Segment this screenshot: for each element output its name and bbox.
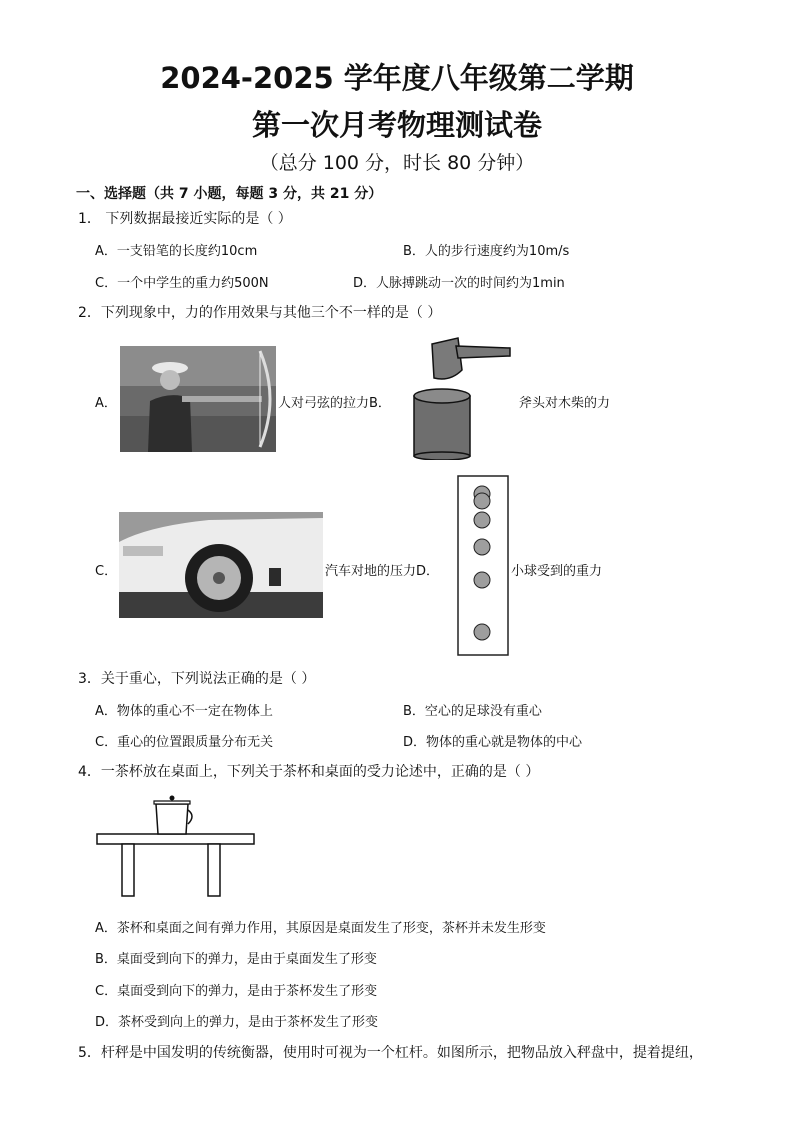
exam-title-line1: 2024-2025 学年度八年级第二学期 [160,61,634,95]
car-photo [119,512,323,618]
exam-subtitle: （总分 100 分，时长 80 分钟） [259,152,535,174]
question-4-option-d: D．茶杯受到向上的弹力，是由于茶杯发生了形变 [95,1015,379,1030]
question-2-option-c-text: 汽车对地的压力D． [325,564,440,579]
question-3-option-c: C．重心的位置跟质量分布无关 [95,735,274,750]
question-1-option-c: C．一个中学生的重力约500N [95,276,269,291]
question-4-option-c: C．桌面受到向下的弹力，是由于茶杯发生了形变 [95,984,378,999]
question-2-option-d-text: 小球受到的重力 [511,564,603,579]
question-4-option-b: B．桌面受到向下的弹力，是由于桌面发生了形变 [95,952,377,967]
question-1-option-b: B．人的步行速度约为10m/s [403,244,570,259]
question-2-option-b-text: 斧头对木柴的力 [519,396,611,411]
question-3-option-d: D．物体的重心就是物体的中心 [403,735,583,750]
question-3-stem: 3．关于重心，下列说法正确的是（ ） [78,671,316,687]
question-4-stem: 4．一茶杯放在桌面上，下列关于茶杯和桌面的受力论述中，正确的是（ ） [78,764,540,780]
exam-title-line2: 第一次月考物理测试卷 [251,108,542,142]
question-1-stem: 1． 下列数据最接近实际的是（ ） [78,211,292,227]
archer-photo [120,346,276,452]
falling-ball-strobe-diagram [456,474,510,658]
section-heading: 一、选择题（共 7 小题，每题 3 分，共 21 分） [76,186,383,202]
question-2-option-a-letter: A． [95,396,117,411]
question-3-option-b: B．空心的足球没有重心 [403,704,542,719]
question-2-option-a-text: 人对弓弦的拉力B． [278,396,391,411]
question-2-option-c-letter: C． [95,564,118,579]
cup-on-table-diagram [96,794,256,900]
question-3-option-a: A．物体的重心不一定在物体上 [95,704,273,719]
axe-log-illustration [410,334,516,460]
question-5-stem: 5．杆秤是中国发明的传统衡器，使用时可视为一个杠杆。如图所示，把物品放入秤盘中，提着提纽， [78,1045,703,1061]
question-2-stem: 2．下列现象中，力的作用效果与其他三个不一样的是（ ） [78,305,442,321]
question-1-option-a: A．一支铅笔的长度约10cm [95,244,258,259]
question-4-option-a: A．茶杯和桌面之间有弹力作用，其原因是桌面发生了形变，茶杯并未发生形变 [95,921,546,936]
question-1-option-d: D．人脉搏跳动一次的时间约为1min [353,276,565,291]
